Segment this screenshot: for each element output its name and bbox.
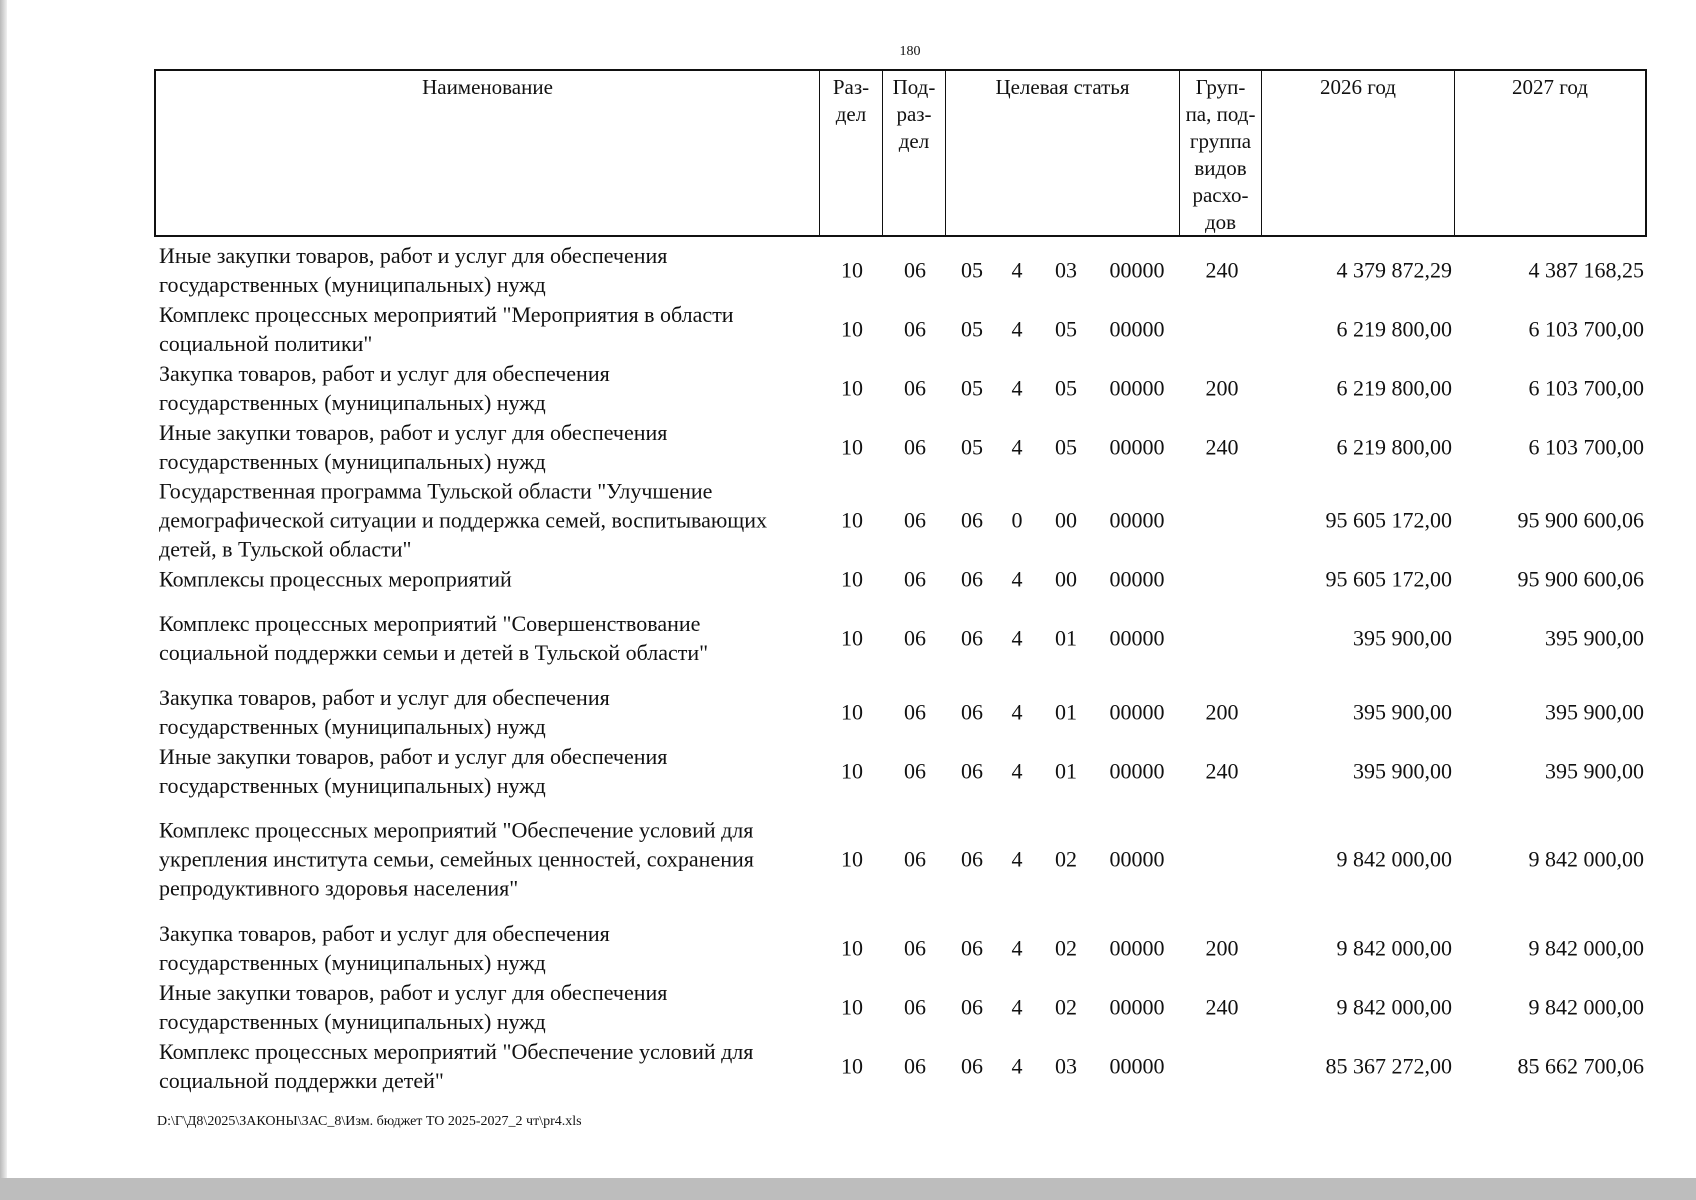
name-line: Закупка товаров, работ и услуг для обеспечения bbox=[159, 361, 610, 386]
cell-target-program: 05 bbox=[961, 375, 983, 401]
name-line: государственных (муниципальных) нужд bbox=[159, 272, 546, 297]
cell-target-structure: 00 bbox=[1055, 566, 1077, 592]
cell-amount-2026: 95 605 172,00 bbox=[1325, 566, 1452, 592]
table-row bbox=[0, 359, 1696, 417]
name-line: репродуктивного здоровья населения" bbox=[159, 875, 519, 901]
page-number: 180 bbox=[899, 44, 921, 59]
cell-target-structure: 05 bbox=[1055, 434, 1077, 460]
cell-amount-2026: 395 900,00 bbox=[1353, 699, 1452, 725]
name-line: социальной политики" bbox=[159, 331, 373, 356]
cell-target-direction: 00000 bbox=[1109, 507, 1165, 533]
cell-amount-2027: 395 900,00 bbox=[1545, 758, 1644, 784]
cell-target-program: 05 bbox=[961, 316, 983, 342]
name-line: детей, в Тульской области" bbox=[159, 536, 412, 562]
cell-target-structure: 02 bbox=[1055, 935, 1077, 961]
cell-amount-2026: 4 379 872,29 bbox=[1336, 257, 1452, 283]
cell-target-direction: 00000 bbox=[1109, 625, 1165, 651]
cell-amount-2026: 6 219 800,00 bbox=[1336, 316, 1452, 342]
cell-target-direction: 00000 bbox=[1109, 316, 1165, 342]
cell-razdel: 10 bbox=[841, 699, 863, 725]
header-line: 2027 год bbox=[1512, 75, 1588, 99]
cell-name bbox=[159, 418, 819, 476]
cell-amount-2027: 395 900,00 bbox=[1545, 699, 1644, 725]
cell-target-type: 4 bbox=[1011, 566, 1023, 592]
header-line: Раз- bbox=[832, 75, 870, 99]
cell-target-program: 06 bbox=[961, 994, 983, 1020]
cell-target-type: 4 bbox=[1011, 1053, 1023, 1079]
cell-razdel: 10 bbox=[841, 566, 863, 592]
table-row bbox=[0, 978, 1696, 1036]
table-row bbox=[0, 241, 1696, 299]
cell-target-structure: 01 bbox=[1055, 699, 1077, 725]
cell-name bbox=[159, 816, 819, 903]
name-line: Иные закупки товаров, работ и услуг для обеспечения bbox=[159, 744, 668, 769]
header-line: расхо- bbox=[1192, 183, 1249, 207]
cell-target-type: 4 bbox=[1011, 758, 1023, 784]
cell-podrazdel: 06 bbox=[904, 935, 926, 961]
cell-target-structure: 01 bbox=[1055, 758, 1077, 784]
cell-target-direction: 00000 bbox=[1109, 566, 1165, 592]
header-line: дел bbox=[898, 129, 930, 153]
cell-target-program: 06 bbox=[961, 699, 983, 725]
cell-target-direction: 00000 bbox=[1109, 994, 1165, 1020]
name-line: Иные закупки товаров, работ и услуг для обеспечения bbox=[159, 420, 668, 445]
cell-target-direction: 00000 bbox=[1109, 758, 1165, 784]
cell-expense-group: 240 bbox=[1205, 994, 1239, 1020]
scan-bottom-edge bbox=[0, 1178, 1696, 1200]
cell-amount-2027: 9 842 000,00 bbox=[1528, 994, 1644, 1020]
cell-expense-group: 240 bbox=[1205, 758, 1239, 784]
cell-target-type: 4 bbox=[1011, 935, 1023, 961]
cell-amount-2027: 4 387 168,25 bbox=[1528, 257, 1644, 283]
name-line: демографической ситуации и поддержка семей, воспитывающих bbox=[159, 507, 767, 533]
cell-amount-2026: 6 219 800,00 bbox=[1336, 375, 1452, 401]
cell-razdel: 10 bbox=[841, 935, 863, 961]
cell-target-program: 05 bbox=[961, 257, 983, 283]
cell-target-type: 0 bbox=[1011, 507, 1023, 533]
cell-amount-2026: 395 900,00 bbox=[1353, 625, 1452, 651]
name-line: Закупка товаров, работ и услуг для обеспечения bbox=[159, 921, 610, 946]
cell-podrazdel: 06 bbox=[904, 1053, 926, 1079]
cell-razdel: 10 bbox=[841, 994, 863, 1020]
cell-target-type: 4 bbox=[1011, 846, 1023, 872]
cell-expense-group: 200 bbox=[1205, 935, 1239, 961]
cell-razdel: 10 bbox=[841, 316, 863, 342]
cell-target-structure: 00 bbox=[1055, 507, 1077, 533]
name-line: Иные закупки товаров, работ и услуг для обеспечения bbox=[159, 243, 668, 268]
cell-target-program: 05 bbox=[961, 434, 983, 460]
name-line: Комплекс процессных мероприятий "Совершенствование bbox=[159, 611, 701, 636]
cell-target-type: 4 bbox=[1011, 257, 1023, 283]
cell-podrazdel: 06 bbox=[904, 846, 926, 872]
table-row bbox=[0, 742, 1696, 800]
header-line: Целевая статья bbox=[995, 75, 1130, 99]
cell-target-program: 06 bbox=[961, 1053, 983, 1079]
cell-target-direction: 00000 bbox=[1109, 699, 1165, 725]
name-line: государственных (муниципальных) нужд bbox=[159, 714, 546, 739]
cell-podrazdel: 06 bbox=[904, 434, 926, 460]
cell-amount-2027: 95 900 600,06 bbox=[1517, 507, 1644, 533]
cell-target-program: 06 bbox=[961, 758, 983, 784]
cell-target-program: 06 bbox=[961, 625, 983, 651]
name-line: Иные закупки товаров, работ и услуг для обеспечения bbox=[159, 980, 668, 1005]
cell-amount-2027: 6 103 700,00 bbox=[1528, 434, 1644, 460]
name-line: государственных (муниципальных) нужд bbox=[159, 1009, 546, 1034]
cell-target-program: 06 bbox=[961, 846, 983, 872]
cell-amount-2026: 85 367 272,00 bbox=[1325, 1053, 1452, 1079]
cell-target-type: 4 bbox=[1011, 994, 1023, 1020]
cell-razdel: 10 bbox=[841, 758, 863, 784]
cell-name bbox=[159, 1037, 819, 1095]
name-line: укрепления института семьи, семейных ценностей, сохранения bbox=[159, 846, 754, 872]
cell-target-program: 06 bbox=[961, 935, 983, 961]
name-line: Комплекс процессных мероприятий "Мероприятия в области bbox=[159, 302, 734, 327]
header-line: дов bbox=[1204, 210, 1237, 234]
cell-podrazdel: 06 bbox=[904, 758, 926, 784]
cell-amount-2027: 6 103 700,00 bbox=[1528, 375, 1644, 401]
name-line: Закупка товаров, работ и услуг для обеспечения bbox=[159, 685, 610, 710]
cell-name bbox=[159, 609, 819, 667]
cell-target-structure: 05 bbox=[1055, 316, 1077, 342]
name-line: социальной поддержки семьи и детей в Тульской области" bbox=[159, 640, 709, 665]
cell-target-type: 4 bbox=[1011, 316, 1023, 342]
table-row bbox=[0, 1037, 1696, 1095]
header-line: па, под- bbox=[1185, 102, 1256, 126]
cell-name bbox=[159, 300, 819, 358]
cell-razdel: 10 bbox=[841, 375, 863, 401]
cell-razdel: 10 bbox=[841, 434, 863, 460]
cell-target-direction: 00000 bbox=[1109, 257, 1165, 283]
cell-podrazdel: 06 bbox=[904, 625, 926, 651]
cell-amount-2027: 9 842 000,00 bbox=[1528, 935, 1644, 961]
table-row bbox=[0, 478, 1696, 562]
name-line: государственных (муниципальных) нужд bbox=[159, 390, 546, 415]
cell-amount-2027: 95 900 600,06 bbox=[1517, 566, 1644, 592]
cell-target-structure: 05 bbox=[1055, 375, 1077, 401]
cell-target-structure: 03 bbox=[1055, 1053, 1077, 1079]
cell-name bbox=[159, 683, 819, 741]
table-row bbox=[0, 817, 1696, 901]
header-line: 2026 год bbox=[1320, 75, 1396, 99]
cell-target-direction: 00000 bbox=[1109, 1053, 1165, 1079]
cell-razdel: 10 bbox=[841, 846, 863, 872]
name-line: государственных (муниципальных) нужд bbox=[159, 449, 546, 474]
cell-podrazdel: 06 bbox=[904, 994, 926, 1020]
cell-target-structure: 02 bbox=[1055, 846, 1077, 872]
cell-target-structure: 02 bbox=[1055, 994, 1077, 1020]
header-line: Груп- bbox=[1195, 75, 1246, 99]
table-row bbox=[0, 609, 1696, 667]
name-line: социальной поддержки детей" bbox=[159, 1068, 444, 1093]
name-line: государственных (муниципальных) нужд bbox=[159, 950, 546, 975]
cell-target-structure: 03 bbox=[1055, 257, 1077, 283]
cell-target-direction: 00000 bbox=[1109, 846, 1165, 872]
cell-expense-group: 200 bbox=[1205, 375, 1239, 401]
cell-podrazdel: 06 bbox=[904, 507, 926, 533]
header-line: видов bbox=[1194, 156, 1247, 180]
name-line: Государственная программа Тульской области "Улучшение bbox=[159, 478, 713, 504]
cell-razdel: 10 bbox=[841, 507, 863, 533]
header-line: группа bbox=[1189, 129, 1252, 153]
cell-target-direction: 00000 bbox=[1109, 434, 1165, 460]
cell-target-type: 4 bbox=[1011, 375, 1023, 401]
cell-podrazdel: 06 bbox=[904, 566, 926, 592]
name-line: государственных (муниципальных) нужд bbox=[159, 773, 546, 798]
table-row bbox=[0, 418, 1696, 476]
cell-amount-2026: 95 605 172,00 bbox=[1325, 507, 1452, 533]
cell-target-direction: 00000 bbox=[1109, 935, 1165, 961]
cell-name bbox=[159, 919, 819, 977]
cell-razdel: 10 bbox=[841, 257, 863, 283]
cell-amount-2027: 395 900,00 bbox=[1545, 625, 1644, 651]
table-row bbox=[0, 550, 1696, 608]
cell-razdel: 10 bbox=[841, 1053, 863, 1079]
cell-amount-2027: 6 103 700,00 bbox=[1528, 316, 1644, 342]
cell-name bbox=[159, 359, 819, 417]
cell-target-type: 4 bbox=[1011, 625, 1023, 651]
cell-podrazdel: 06 bbox=[904, 375, 926, 401]
cell-target-program: 06 bbox=[961, 566, 983, 592]
file-path-footer: D:\Г\Д8\2025\ЗАКОНЫ\ЗАС_8\Изм. бюджет ТО 2025-2027_2 чт\pr4.xls bbox=[157, 1114, 582, 1129]
cell-target-type: 4 bbox=[1011, 699, 1023, 725]
table-row bbox=[0, 683, 1696, 741]
cell-podrazdel: 06 bbox=[904, 316, 926, 342]
cell-podrazdel: 06 bbox=[904, 699, 926, 725]
cell-amount-2026: 9 842 000,00 bbox=[1336, 846, 1452, 872]
cell-name bbox=[159, 742, 819, 800]
cell-expense-group: 240 bbox=[1205, 434, 1239, 460]
header-line: дел bbox=[835, 102, 867, 126]
cell-amount-2026: 6 219 800,00 bbox=[1336, 434, 1452, 460]
table-row bbox=[0, 300, 1696, 358]
cell-target-type: 4 bbox=[1011, 434, 1023, 460]
name-line: Комплекс процессных мероприятий "Обеспечение условий для bbox=[159, 1039, 754, 1064]
header-line: раз- bbox=[896, 102, 932, 126]
name-line: Комплекс процессных мероприятий "Обеспечение условий для bbox=[159, 817, 754, 843]
cell-razdel: 10 bbox=[841, 625, 863, 651]
cell-target-program: 06 bbox=[961, 507, 983, 533]
name-line: Комплексы процессных мероприятий bbox=[159, 566, 512, 592]
cell-podrazdel: 06 bbox=[904, 257, 926, 283]
cell-target-direction: 00000 bbox=[1109, 375, 1165, 401]
cell-amount-2027: 85 662 700,06 bbox=[1517, 1053, 1644, 1079]
cell-amount-2026: 9 842 000,00 bbox=[1336, 935, 1452, 961]
cell-amount-2027: 9 842 000,00 bbox=[1528, 846, 1644, 872]
cell-expense-group: 200 bbox=[1205, 699, 1239, 725]
cell-expense-group: 240 bbox=[1205, 257, 1239, 283]
header-line: Под- bbox=[892, 75, 936, 99]
cell-name bbox=[159, 978, 819, 1036]
header-line: Наименование bbox=[422, 75, 553, 99]
cell-name bbox=[159, 241, 819, 299]
cell-name bbox=[159, 565, 819, 594]
cell-target-structure: 01 bbox=[1055, 625, 1077, 651]
cell-amount-2026: 395 900,00 bbox=[1353, 758, 1452, 784]
table-row bbox=[0, 919, 1696, 977]
cell-amount-2026: 9 842 000,00 bbox=[1336, 994, 1452, 1020]
